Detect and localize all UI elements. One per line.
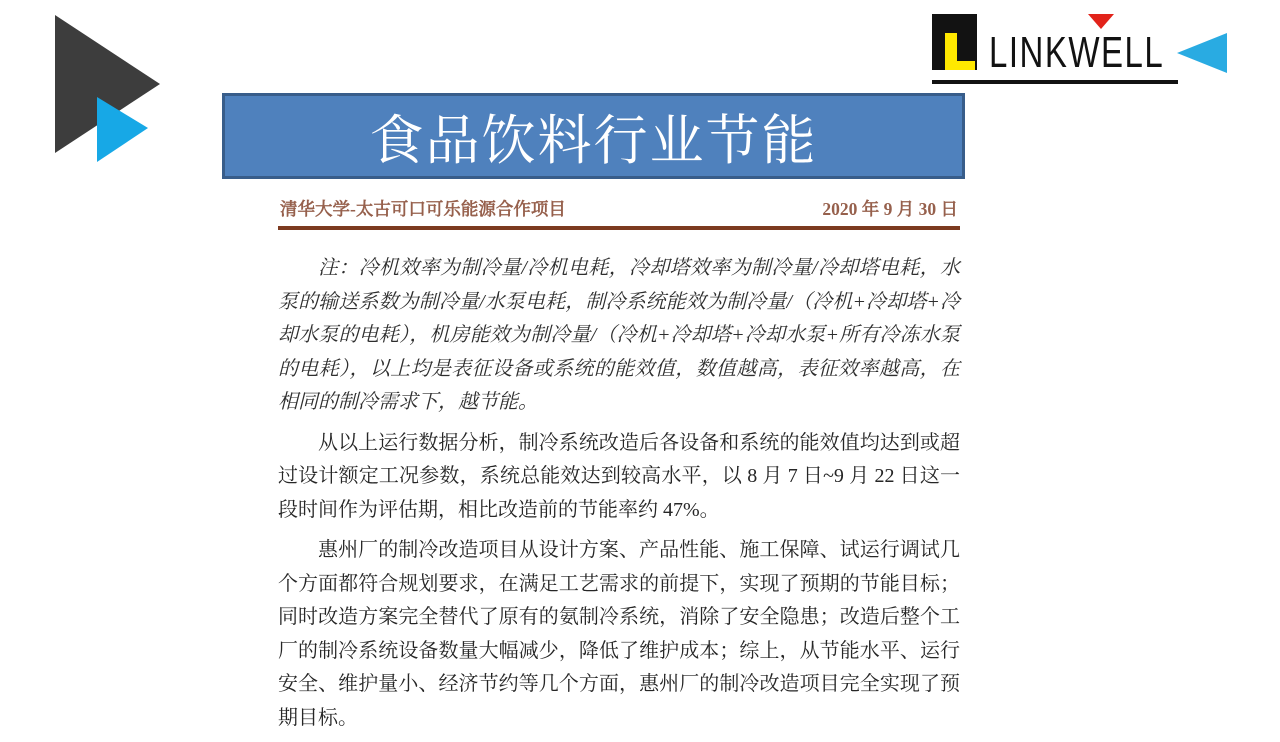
paragraph-conclusion: 惠州厂的制冷改造项目从设计方案、产品性能、施工保障、试运行调试几个方面都符合规划要求，在满足工艺需求的前提下，实现了预期的节能目标；同时改造方案完全替代了原有的氨制冷系统，消除了安全隐患；改造后整个工厂的制冷系统设备数量大幅减少，降低了维护成本；综上，从节能水平、运行安全、维护量小、经济节约等几个方面，惠州厂的制冷改造项目完全实现了预期目标。 (278, 539, 960, 729)
logo-wordmark: LINKWELL (989, 28, 1165, 77)
logo-l-mark-icon (945, 33, 975, 70)
document-header-rule (278, 226, 960, 230)
document-excerpt (278, 196, 960, 742)
document-header (278, 196, 960, 221)
logo-underline (932, 80, 1178, 84)
paragraph-analysis: 从以上运行数据分析，制冷系统改造后各设备和系统的能效值均达到或超过设计额定工况参数，系统总能效达到较高水平，以 8 月 7 日~9 月 22 日这一段时间作为评估期，相比改造前的节能率约 47%。 (278, 431, 960, 521)
document-header-title: 清华大学-太古可口可乐能源合作项目 (280, 199, 566, 219)
logo-black-box (932, 14, 977, 70)
paragraph-note: 注：冷机效率为制冷量/冷机电耗，冷却塔效率为制冷量/冷却塔电耗，水泵的输送系数为制冷量/水泵电耗，制冷系统能效为制冷量/（冷机+冷却塔+冷却水泵的电耗），机房能效为制冷量/（冷机+冷却塔+冷却水泵+所有冷冻水泵的电耗），以上均是表征设备或系统的能效值，数值越高，表征效率越高，在相同的制冷需求下，越节能。 (278, 257, 960, 413)
slide-title-banner (222, 93, 965, 179)
document-header-date: 2020 年 9 月 30 日 (822, 199, 958, 219)
corner-triangles-decoration (0, 0, 220, 200)
linkwell-logo (925, 10, 1235, 90)
slide-title: 食品饮料行业节能 (369, 110, 818, 171)
logo-blue-left-triangle-icon (1177, 33, 1227, 73)
logo-red-down-triangle-icon (1088, 14, 1114, 29)
document-body (278, 252, 960, 735)
